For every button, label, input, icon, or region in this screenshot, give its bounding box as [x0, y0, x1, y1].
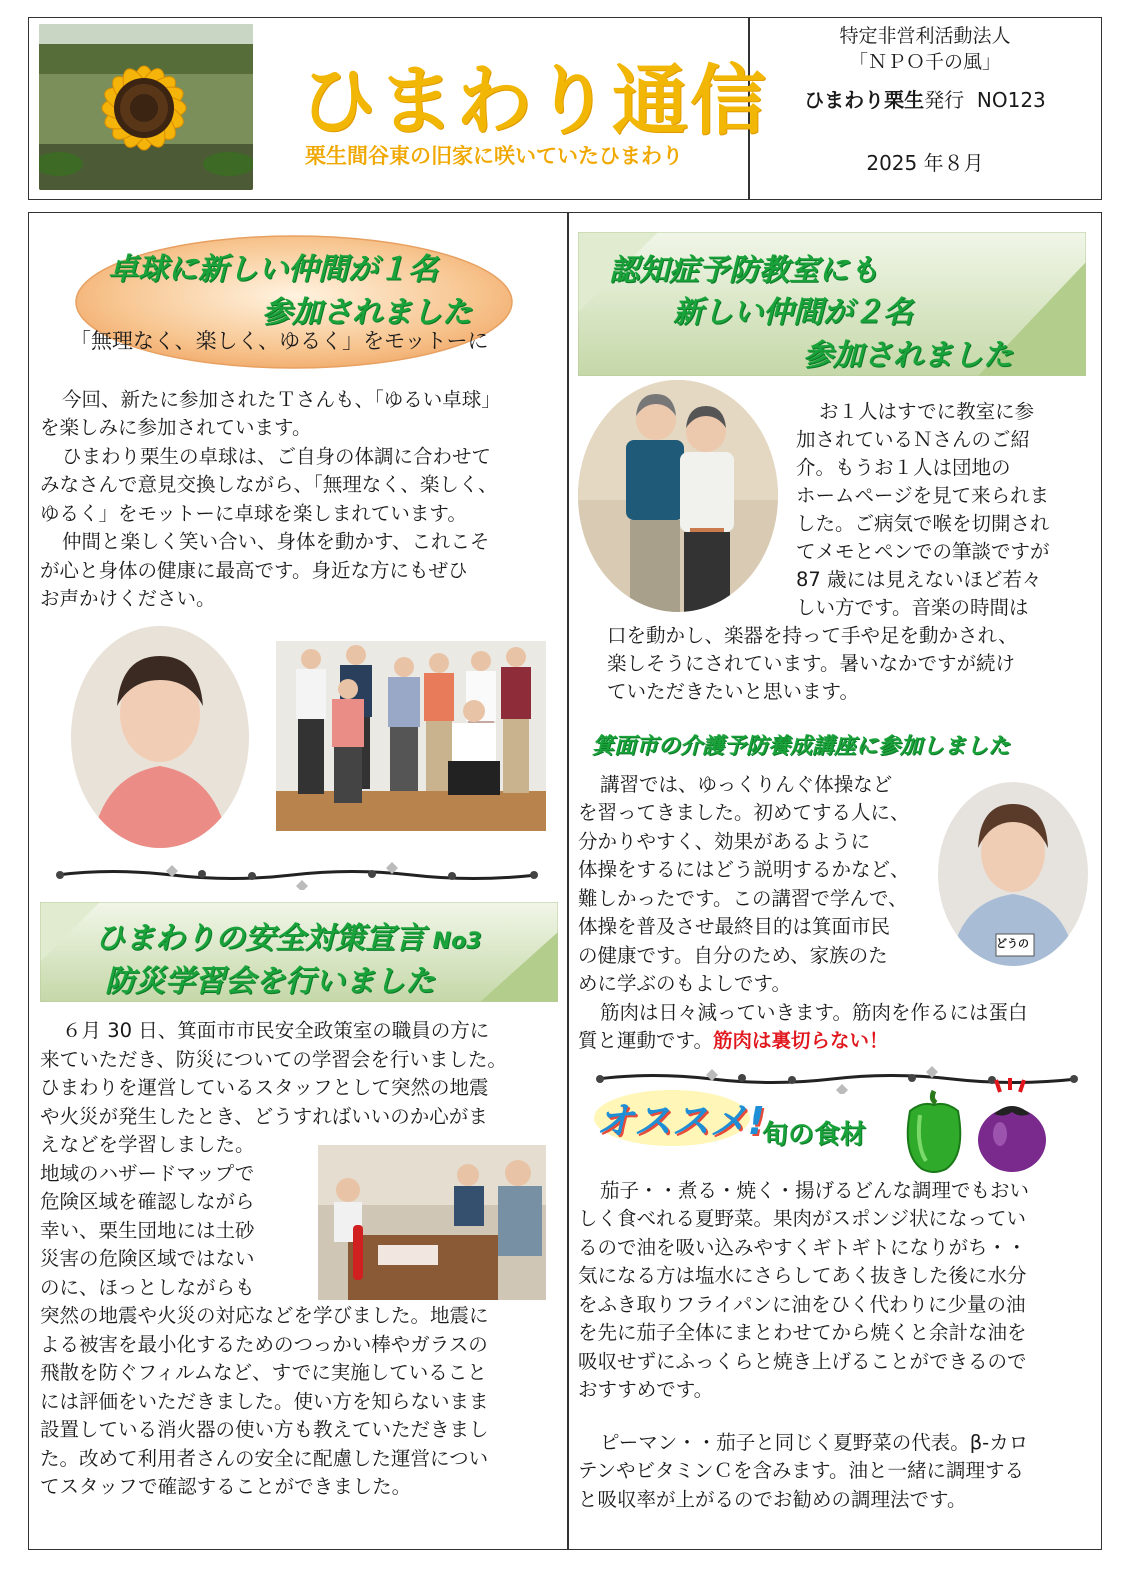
dementia-body-line: 楽しそうにされています。暑いなかですが続け — [607, 652, 1015, 675]
pepper-line: テンやビタミンＣを含みます。油と一緒に調理する — [578, 1459, 1024, 1482]
pingpong-body-line: を楽しみに参加されています。 — [40, 416, 312, 439]
eggplant-line: を先に茄子全体にまとわせてから焼くと余計な油を — [578, 1321, 1027, 1344]
minoh-body-text: 質と運動です。 — [578, 1029, 713, 1052]
safety-body-line: 危険区域を確認しながら — [40, 1190, 255, 1213]
osusume-badge: オススメ! — [596, 1099, 765, 1143]
safety-heading-line1 — [95, 913, 482, 957]
pepper-line: と吸収率が上がるのでお勧めの調理法です。 — [578, 1488, 967, 1511]
issued-label: 発行 — [924, 88, 965, 112]
pingpong-group-photo — [276, 641, 546, 831]
eggplant-icon — [972, 1076, 1052, 1176]
pingpong-heading-line2: 参加されました — [262, 295, 472, 330]
minoh-body-line: 分かりやすく、効果があるように — [578, 830, 871, 853]
pingpong-body-line: みなさんで意見交換しながら、「無理なく、楽しく、 — [40, 473, 498, 496]
publisher: ひまわり栗生 — [804, 88, 925, 112]
dementia-body-line: 87 歳には見えないほど若々 — [796, 568, 1042, 591]
dementia-body-line: ホームページを見て来られま — [796, 484, 1050, 507]
newsletter-title: ひまわり通信 — [300, 56, 768, 145]
eggplant-line: おすすめです。 — [578, 1378, 714, 1401]
minoh-body-line: の健康です。自分のため、家族のた — [578, 944, 888, 967]
issue-number: NO123 — [976, 88, 1046, 112]
safety-body-line: よる被害を最小化するためのつっかい棒やガラスの — [40, 1333, 488, 1356]
eggplant-line: るので油を吸い込みやすくギトギトになりがち・・ — [578, 1236, 1027, 1259]
minoh-body-line: 体操をするにはどう説明するかなど、 — [578, 858, 910, 881]
safety-body-line: 飛散を防ぐフィルムなど、すでに実施していること — [40, 1361, 487, 1384]
safety-body-line: えなどを学習しました。 — [40, 1133, 255, 1156]
safety-body-line: た。改めて利用者さんの安全に配慮した運営につい — [40, 1447, 489, 1470]
dementia-body-line: お１人はすでに教室に参 — [819, 400, 1035, 423]
column-divider — [567, 213, 569, 1549]
pingpong-body-line: ひまわり栗生の卓球は、ご自身の体調に合わせて — [62, 445, 492, 468]
pingpong-body-line: が心と身体の健康に最高です。身近な方にもぜひ — [40, 559, 468, 582]
safety-body-line: 来ていただき、防災についての学習会を行いました。 — [40, 1048, 507, 1071]
safety-body-line: 幸い、栗生団地には土砂 — [40, 1219, 255, 1242]
pingpong-body-line: お声かけください。 — [40, 587, 216, 610]
safety-body-line: ６月 30 日、箕面市市民安全政策室の職員の方に — [62, 1019, 490, 1042]
safety-body-line: てスタッフで確認することができました。 — [40, 1475, 412, 1498]
safety-heading-line2: 防災学習会を行いました — [105, 964, 435, 999]
eggplant-line: 茄子・・煮る・焼く・揚げるどんな調理でもおい — [600, 1179, 1030, 1202]
green-pepper-icon — [898, 1085, 970, 1173]
safety-heading-text: ひまわりの安全対策宣言 — [95, 921, 425, 956]
safety-body-line: 設置している消火器の使い方も教えていただきまし — [40, 1418, 489, 1441]
new-member-portrait — [71, 626, 249, 848]
pingpong-subtitle: 「無理なく、楽しく、ゆるく」をモットーに — [70, 329, 489, 353]
vine-divider — [52, 860, 542, 890]
safety-body-line: ひまわりを運営しているスタッフとして突然の地震 — [40, 1076, 489, 1099]
issue-date: 2025 年８月 — [866, 151, 984, 175]
sunflower-photo — [39, 24, 253, 190]
pingpong-body-line: ゆるく」をモットーに卓球を楽しまれています。 — [40, 502, 467, 525]
minoh-body-line: めに学ぶのもよしです。 — [578, 972, 791, 995]
dementia-body-line: てメモとペンでの筆談ですが — [796, 540, 1050, 563]
minoh-body-line: 講習では、ゆっくりんぐ体操など — [600, 773, 893, 796]
name-tag: どうの — [996, 937, 1029, 950]
eggplant-line: をふき取りフライパンに油をひく代わりに少量の油 — [578, 1293, 1026, 1316]
safety-body-line: 地域のハザードマップで — [40, 1162, 255, 1185]
dementia-body-line: した。ご病気で喉を切開され — [796, 512, 1050, 535]
safety-body-line: には評価をいただきました。使い方を知らないまま — [40, 1390, 489, 1413]
org-name: 「ＮＰＯ千の風」 — [848, 51, 1001, 73]
minoh-body-line: 筋肉は日々減っていきます。筋肉を作るには蛋白 — [600, 1001, 1028, 1024]
minoh-body-line: 体操を普及させ最終目的は箕面市民 — [578, 915, 891, 938]
dementia-body-line: しい方です。音楽の時間は — [796, 596, 1029, 619]
dementia-body-line: 介。もうお１人は団地の — [796, 456, 1011, 479]
dementia-body-line: 加されているＮさんのご紹 — [796, 428, 1031, 451]
muscle-emphasis: 筋肉は裏切らない！ — [712, 1029, 889, 1052]
seasonal-food-heading: 旬の食材 — [762, 1120, 867, 1150]
minoh-body-line: を習ってきました。初めてする人に、 — [578, 801, 910, 824]
dementia-body-line: ていただきたいと思います。 — [607, 680, 859, 703]
pingpong-body-line: 仲間と楽しく笑い合い、身体を動かす、これこそ — [62, 530, 490, 553]
safety-heading-no: No3 — [432, 929, 482, 954]
safety-body-line: 災害の危険区域ではない — [40, 1247, 255, 1270]
safety-body-line: や火災が発生したとき、どうすればいいのか心がま — [40, 1105, 488, 1128]
eggplant-line: しく食べれる夏野菜。果肉がスポンジ状になってい — [578, 1207, 1027, 1230]
publisher-line — [749, 84, 1101, 113]
pepper-line: ピーマン・・茄子と同じく夏野菜の代表。β-カロ — [600, 1431, 1029, 1454]
dementia-body-line: 口を動かし、楽器を持って手や足を動かされ、 — [607, 624, 1018, 647]
dementia-members-photo — [578, 380, 778, 612]
pingpong-body-line: 今回、新たに参加されたＴさんも、「ゆるい卓球」 — [62, 388, 501, 411]
title-photo-caption: 栗生間谷東の旧家に咲いていたひまわり — [305, 144, 683, 168]
eggplant-line: 気になる方は塩水にさらしてあく抜きした後に水分 — [578, 1264, 1027, 1287]
eggplant-line: 吸収せずにふっくらと焼き上げることができるので — [578, 1350, 1027, 1373]
minoh-body-line: 難しかったです。この講習で学んで、 — [578, 887, 908, 910]
dementia-heading-line2: 新しい仲間が２名 — [673, 295, 913, 330]
safety-body-line: のに、ほっとしながらも — [40, 1276, 255, 1299]
safety-body-line: 突然の地震や火災の対応などを学びました。地震に — [40, 1304, 489, 1327]
org-type: 特定非営利活動法人 — [839, 25, 1011, 47]
minoh-heading: 箕面市の介護予防養成講座に参加しました — [592, 734, 1011, 759]
dementia-heading-line3: 参加されました — [803, 338, 1013, 373]
pingpong-heading-line1: 卓球に新しい仲間が１名 — [108, 252, 438, 287]
disaster-study-photo — [318, 1145, 546, 1300]
dementia-heading-line1: 認知症予防教室にも — [609, 253, 879, 288]
minoh-body-line — [578, 1027, 888, 1056]
